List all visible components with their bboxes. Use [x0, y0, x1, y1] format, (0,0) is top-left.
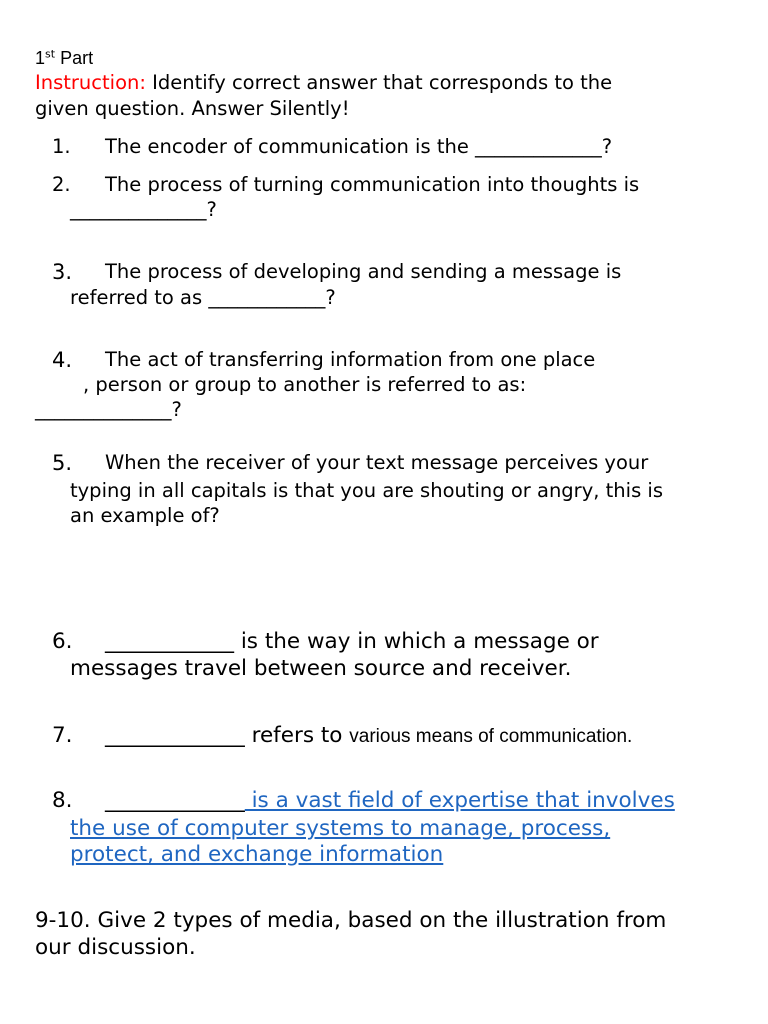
part-suffix: st [45, 47, 56, 61]
question-5-number: 5. [52, 451, 73, 475]
question-7-text-main: refers to [244, 723, 350, 748]
question-6-text-line-1: ____________ is the way in which a message or [105, 629, 599, 654]
question-4-number: 4. [52, 348, 73, 372]
question-3-number: 3. [52, 260, 73, 284]
question-8-link-line-2[interactable]: the use of computer systems to manage, process, [70, 816, 611, 841]
question-2-text-line-2: ______________? [70, 198, 217, 221]
question-3-text-line-1: The process of developing and sending a message is [105, 260, 622, 283]
instruction-line-1 [35, 70, 612, 96]
question-1-text: The encoder of communication is the _____________? [105, 135, 613, 158]
question-8-link-line-1[interactable]: is a vast field of expertise that involves [244, 788, 675, 813]
question-2-number: 2. [52, 173, 71, 196]
question-8-link-line-3[interactable]: protect, and exchange information [70, 842, 444, 867]
instruction-text-1: Identify correct answer that corresponds to the [145, 71, 613, 94]
instruction-line-2: given question. Answer Silently! [35, 97, 350, 120]
question-7-text-small: various means of communication. [349, 726, 633, 747]
question-6-number: 6. [52, 629, 73, 654]
question-4-text-line-2: , person or group to another is referred to as: [83, 373, 527, 396]
question-7-number: 7. [52, 723, 73, 748]
question-7-text [105, 722, 632, 750]
question-5-text-line-1: When the receiver of your text message perceives your [105, 451, 649, 474]
question-8-text-line-3 [70, 841, 443, 868]
part-heading [35, 48, 93, 69]
question-8-blank: _____________ [105, 788, 245, 813]
question-5-text-line-2: typing in all capitals is that you are shouting or angry, this is [70, 479, 663, 502]
part-word: Part [55, 48, 94, 68]
part-number: 1 [35, 48, 46, 68]
instruction-label: Instruction: [35, 71, 146, 94]
question-6-text-line-2: messages travel between source and receiver. [70, 656, 572, 681]
final-question-line-1: 9-10. Give 2 types of media, based on the illustration from [35, 908, 667, 933]
question-7-blank: _____________ [105, 723, 245, 748]
question-1-number: 1. [52, 135, 71, 158]
question-2-text-line-1: The process of turning communication into thoughts is [105, 173, 640, 196]
question-8-text-line-1 [105, 787, 675, 814]
question-3-text-line-2: referred to as ____________? [70, 286, 336, 309]
final-question-line-2: our discussion. [35, 935, 196, 960]
question-8-text-line-2 [70, 815, 610, 842]
question-4-text-line-3: ______________? [35, 398, 182, 421]
question-8-number: 8. [52, 788, 73, 813]
question-4-text-line-1: The act of transferring information from one place [105, 348, 596, 371]
question-5-text-line-3: an example of? [70, 504, 220, 527]
